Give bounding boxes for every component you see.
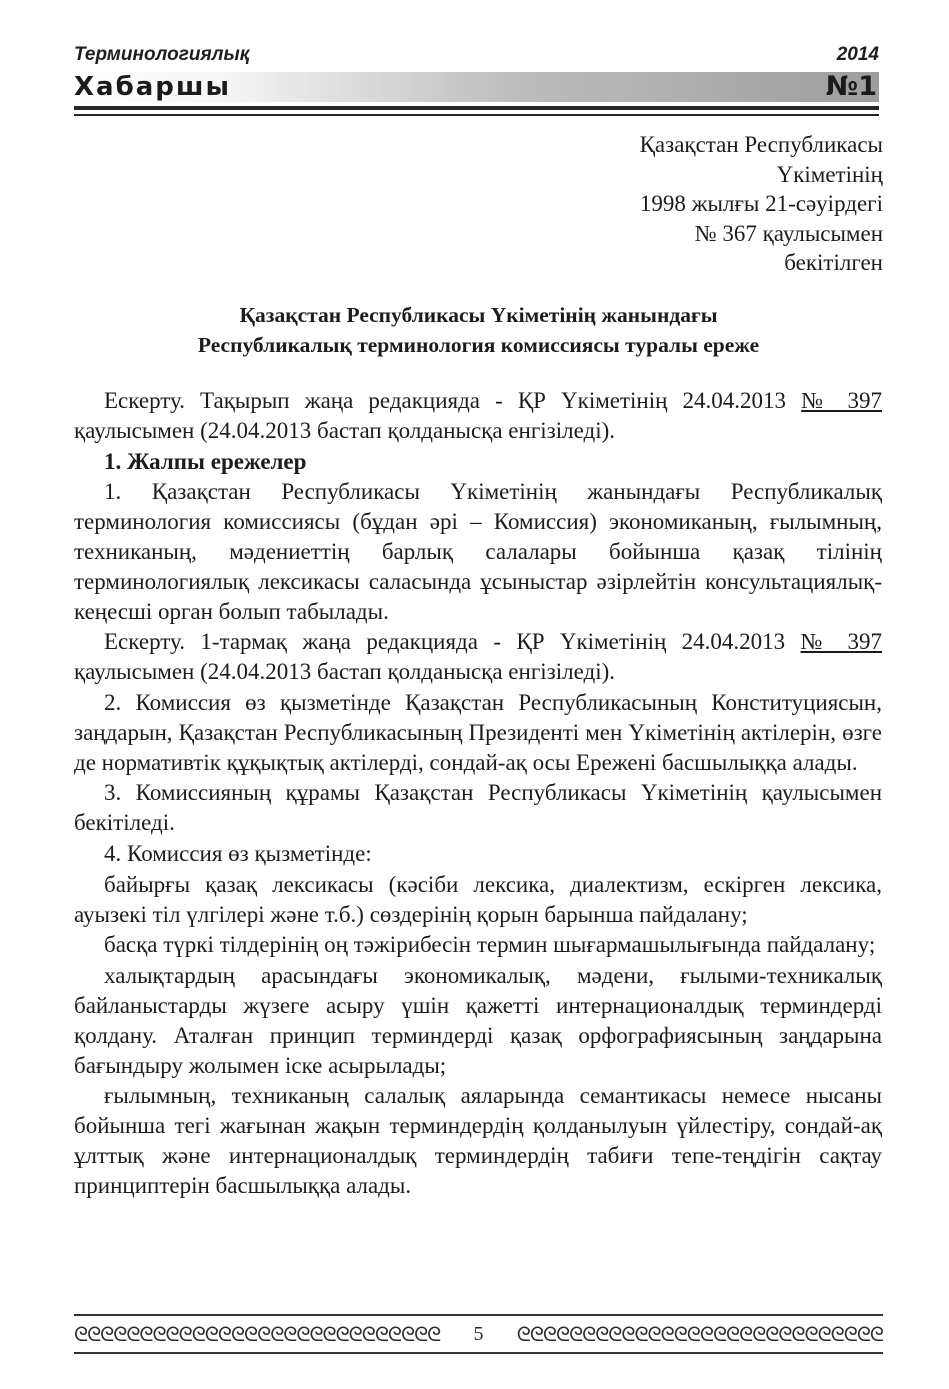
header-rule-thin bbox=[74, 114, 879, 116]
note-text: Ескерту. 1-тармақ жаңа редакцияда - ҚР Үкіметінің 24.04.2013 bbox=[104, 629, 801, 655]
note-text: қаулысымен (24.04.2013 бастап қолданысқа енгізіледі). bbox=[74, 417, 616, 443]
header-rule-thick bbox=[74, 106, 879, 110]
approval-line: Үкіметінің bbox=[776, 161, 883, 187]
paragraph: 3. Комиссияның құрамы Қазақстан Республикасы Үкіметінің қаулысымен бекітіледі. bbox=[74, 780, 882, 836]
editorial-note bbox=[74, 627, 882, 687]
issue-number: №1 bbox=[825, 71, 877, 102]
section-heading: 1. Жалпы ережелер bbox=[104, 448, 307, 474]
paragraph: 4. Комиссия өз қызметінде: bbox=[104, 840, 372, 866]
list-item: халықтардың арасындағы экономикалық, мәдени, ғылыми-техникалық байланыстарды жүзеге асыру үшін қажетті интернационалдық терминдерді қолдану. Аталған принцип терминдерді қазақ орфографиясының заңдарына бағындыру жолымен іске асырылады; bbox=[74, 963, 882, 1078]
resolution-link[interactable]: № 397 bbox=[801, 388, 882, 413]
approval-line: бекітілген bbox=[784, 250, 883, 275]
approval-line: 1998 жылғы 21-сәуірдегі bbox=[639, 191, 883, 216]
footer-rule bbox=[74, 1352, 883, 1354]
approval-line: № 367 қаулысымен bbox=[694, 220, 883, 246]
page-number: 5 bbox=[473, 1323, 484, 1345]
paragraph: 2. Комиссия өз қызметінде Қазақстан Республикасының Конституциясын, заңдарын, Қазақстан Республикасының Президенті мен Үкіметінің актілерін, өзге де нормативтік құқықтық актілерді, сондай-ақ осы Ережені басшылыққа алады. bbox=[74, 689, 882, 775]
note-text: қаулысымен (24.04.2013 бастап қолданысқа енгізіледі). bbox=[74, 659, 616, 685]
issue-year: 2014 bbox=[836, 44, 879, 65]
document-title bbox=[74, 300, 883, 360]
title-line: Қазақстан Республикасы Үкіметінің жанындағы bbox=[239, 303, 718, 327]
footer-rule bbox=[74, 1314, 883, 1316]
ornament-border-right: ᘓᘓᘓᘓᘓᘓᘓᘓᘓᘓᘓᘓᘓᘓᘓᘓᘓᘓᘓᘓᘓᘓᘓᘓᘓᘓᘓᘓ bbox=[516, 1322, 883, 1346]
journal-title-line2: Хабаршы bbox=[74, 72, 232, 102]
list-item: ғылымның, техниканың салалық аяларында семантикасы немесе нысаны бойынша тегі жағынан жақын терминдердің қолданылуын үйлестіру, сондай-ақ ұлттық және интернационалдық терминдердің табиғи тепе-теңдігін сақтау принциптерін басшылыққа алады. bbox=[74, 1083, 882, 1198]
running-header bbox=[74, 44, 879, 70]
page-footer bbox=[74, 1314, 883, 1362]
title-line: Республикалық терминология комиссиясы туралы ереже bbox=[197, 333, 760, 357]
approval-block bbox=[640, 130, 883, 278]
approval-line: Қазақстан Республикасы bbox=[639, 132, 883, 157]
resolution-link[interactable]: № 397 bbox=[800, 629, 883, 655]
document-body bbox=[74, 386, 882, 1202]
paragraph: 1. Қазақстан Республикасы Үкіметінің жанындағы Республикалық терминология комиссиясы (бұдан әрі – Комиссия) экономиканың, ғылымның, техниканың, мәдениеттің барлық салалары бойынша қазақ тілінің терминологиялық лексикасы саласында ұсыныстар әзірлейтін консультациялық-кеңесші орган болып табылады. bbox=[74, 479, 882, 624]
note-text: Ескерту. Тақырып жаңа редакцияда - ҚР Үкіметінің 24.04.2013 bbox=[104, 388, 802, 413]
ornament-border-left: ᘓᘓᘓᘓᘓᘓᘓᘓᘓᘓᘓᘓᘓᘓᘓᘓᘓᘓᘓᘓᘓᘓᘓᘓᘓᘓᘓᘓ bbox=[74, 1322, 441, 1346]
editorial-note bbox=[74, 386, 882, 446]
list-item: басқа түркі тілдерінің оң тәжірибесін термин шығармашылығында пайдалану; bbox=[104, 932, 876, 958]
header-band bbox=[74, 72, 879, 102]
list-item: байырғы қазақ лексикасы (кәсіби лексика, диалектизм, ескірген лексика, ауызекі тіл үлгілері және т.б.) сөздерінің қорын барынша пайдалану; bbox=[74, 871, 882, 927]
journal-title-line1: Терминологиялық bbox=[74, 44, 250, 65]
